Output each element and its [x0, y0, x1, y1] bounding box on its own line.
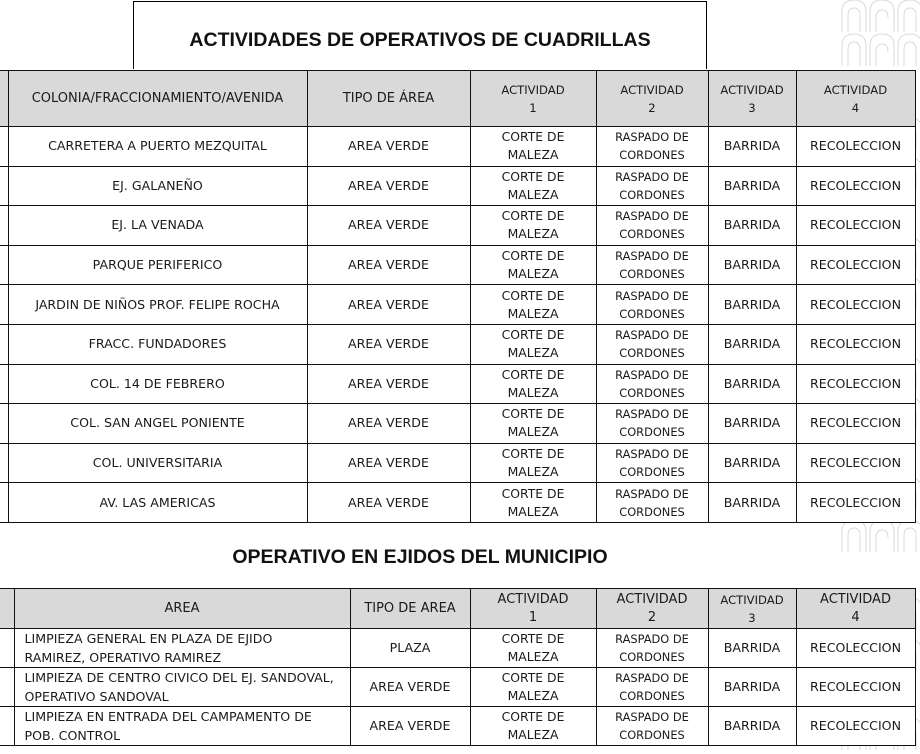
- tipo-area-cell: [307, 483, 470, 523]
- actividad-1-cell: [470, 443, 596, 483]
- actividad-3-cell-text: BARRIDA: [723, 257, 781, 273]
- actividad-1-cell: [470, 707, 596, 746]
- colonia-cell: [8, 166, 307, 206]
- tipo-area-cell: [307, 166, 470, 206]
- tipo-area-cell: [307, 404, 470, 444]
- tipo-area-cell-text: AREA VERDE: [348, 217, 429, 233]
- actividad-3-cell-text: BARRIDA: [723, 494, 781, 510]
- row-stub: [0, 166, 8, 206]
- actividad-4-cell: [796, 166, 915, 206]
- actividad-1-cell: [470, 629, 596, 668]
- colonia-cell-text: JARDIN DE NIÑOS PROF. FELIPE ROCHA: [35, 296, 280, 312]
- actividad-1-cell-text: MALEZA: [507, 226, 559, 242]
- actividad-4-cell: [796, 364, 915, 404]
- section-title-ejidos: OPERATIVO EN EJIDOS DEL MUNICIPIO: [232, 546, 608, 568]
- table-row: [0, 707, 915, 746]
- actividad-2-cell-text: RASPADO DE: [615, 249, 689, 264]
- area-cell-text: LIMPIEZA GENERAL EN PLAZA DE EJIDO: [24, 631, 273, 646]
- actividad-4-cell-text: RECOLECCION: [809, 336, 902, 352]
- tipo-area-cell-text: AREA VERDE: [348, 494, 429, 510]
- actividad-2-cell-text: RASPADO DE: [615, 407, 689, 422]
- colonia-cell: [8, 127, 307, 167]
- actividad-4-cell: [796, 206, 915, 246]
- ejidos-activities-table: [0, 588, 916, 746]
- actividad-1-cell: [470, 404, 596, 444]
- actividad-4-cell: [796, 127, 915, 167]
- colonia-cell: [8, 364, 307, 404]
- actividad-1-cell-text: MALEZA: [507, 305, 559, 321]
- actividad-4-cell: [796, 285, 915, 325]
- colonia-cell-text: FRACC. FUNDADORES: [88, 336, 227, 352]
- actividad-2-cell: [596, 668, 708, 707]
- tipo-area-cell-text: AREA VERDE: [348, 455, 429, 471]
- header-tipo-area: TIPO DE ÁREA: [307, 71, 470, 127]
- actividad-3-cell-text: BARRIDA: [723, 415, 781, 431]
- actividad-4-cell-text: RECOLECCION: [809, 679, 902, 694]
- actividad-2-cell-text: RASPADO DE: [615, 486, 689, 501]
- actividad-2-cell-text: CORDONES: [619, 728, 685, 742]
- table-row: [0, 127, 915, 167]
- colonia-cell-text: EJ. GALANEÑO: [112, 177, 203, 193]
- actividad-2-cell: [596, 206, 708, 246]
- actividad-2-cell: [596, 245, 708, 285]
- actividad-3-cell: [708, 324, 796, 364]
- area-cell-text: LIMPIEZA DE CENTRO CIVICO DEL EJ. SANDOVAL,: [24, 670, 334, 685]
- actividad-3-cell: [708, 166, 796, 206]
- header-number: 3: [748, 610, 756, 625]
- row-stub: [0, 707, 14, 746]
- actividad-1-cell-text: MALEZA: [507, 345, 559, 361]
- actividad-3-cell: [708, 404, 796, 444]
- actividad-2-cell-text: RASPADO DE: [615, 209, 689, 224]
- tipo-area-cell-text: AREA VERDE: [348, 296, 429, 312]
- actividad-2-cell-text: CORDONES: [619, 306, 685, 321]
- actividad-3-cell-text: BARRIDA: [723, 217, 781, 233]
- actividad-2-cell-text: RASPADO DE: [615, 288, 689, 303]
- actividad-1-cell-text: CORTE DE: [501, 366, 565, 382]
- actividad-1-cell-text: MALEZA: [507, 424, 559, 440]
- actividad-2-cell-text: CORDONES: [619, 689, 685, 703]
- actividad-2-cell: [596, 707, 708, 746]
- tipo-area-cell: [307, 364, 470, 404]
- header-area: AREA: [14, 589, 350, 629]
- actividad-2-cell-text: RASPADO DE: [615, 169, 689, 184]
- header-label: ACTIVIDAD: [620, 82, 684, 97]
- header-actividad-2: [596, 589, 708, 629]
- header-stub: [0, 71, 8, 127]
- actividad-3-cell: [708, 285, 796, 325]
- tipo-area-cell: [307, 127, 470, 167]
- tipo-area-cell-text: AREA VERDE: [348, 177, 429, 193]
- header-label: ACTIVIDAD: [820, 591, 891, 607]
- header-actividad-3: [708, 71, 796, 127]
- actividad-3-cell: [708, 483, 796, 523]
- header-number: 3: [748, 100, 756, 115]
- actividad-2-cell-text: RASPADO DE: [615, 710, 689, 724]
- table-row: [0, 166, 915, 206]
- actividad-3-cell-text: BARRIDA: [723, 336, 781, 352]
- actividad-1-cell-text: CORTE DE: [501, 446, 565, 462]
- colonia-cell: [8, 245, 307, 285]
- actividad-1-cell: [470, 127, 596, 167]
- tipo-area-cell: [307, 324, 470, 364]
- actividad-2-cell: [596, 127, 708, 167]
- actividad-4-cell: [796, 668, 915, 707]
- actividad-1-cell-text: MALEZA: [507, 147, 559, 163]
- actividad-2-cell-text: CORDONES: [619, 267, 685, 282]
- row-stub: [0, 206, 8, 246]
- actividad-1-cell-text: MALEZA: [507, 688, 559, 703]
- tipo-area-cell-text: AREA VERDE: [348, 257, 429, 273]
- tipo-area-cell-text: AREA VERDE: [348, 138, 429, 154]
- actividad-2-cell-text: RASPADO DE: [615, 632, 689, 646]
- actividad-3-cell-text: BARRIDA: [723, 296, 781, 312]
- actividad-1-cell-text: CORTE DE: [501, 327, 565, 343]
- table-header-row: [0, 71, 915, 127]
- table-row: [0, 206, 915, 246]
- actividad-3-cell: [708, 668, 796, 707]
- actividad-1-cell-text: CORTE DE: [501, 670, 565, 685]
- actividad-1-cell-text: CORTE DE: [501, 631, 565, 646]
- document-title: ACTIVIDADES DE OPERATIVOS DE CUADRILLAS: [189, 29, 651, 51]
- actividad-4-cell: [796, 443, 915, 483]
- actividad-1-cell-text: MALEZA: [507, 727, 559, 742]
- actividad-3-cell: [708, 443, 796, 483]
- header-label: ACTIVIDAD: [823, 82, 888, 97]
- actividad-1-cell: [470, 166, 596, 206]
- tipo-area-cell-text: PLAZA: [389, 640, 431, 655]
- actividad-1-cell-text: MALEZA: [507, 503, 559, 519]
- header-label: ACTIVIDAD: [720, 82, 784, 97]
- colonia-cell: [8, 483, 307, 523]
- tipo-area-cell-text: AREA VERDE: [348, 415, 429, 431]
- actividad-2-cell-text: CORDONES: [619, 425, 685, 440]
- actividad-3-cell-text: BARRIDA: [723, 375, 781, 391]
- colonia-cell-text: COL. SAN ANGEL PONIENTE: [70, 415, 245, 431]
- row-stub: [0, 443, 8, 483]
- row-stub: [0, 629, 14, 668]
- actividad-3-cell: [708, 245, 796, 285]
- tipo-area-cell: [307, 245, 470, 285]
- colonia-cell-text: AV. LAS AMERICAS: [99, 494, 216, 510]
- tipo-area-cell: [350, 629, 470, 668]
- table-row: [0, 668, 915, 707]
- actividad-1-cell-text: CORTE DE: [501, 406, 565, 422]
- actividad-4-cell-text: RECOLECCION: [809, 415, 902, 431]
- table-row: [0, 245, 915, 285]
- header-actividad-4: [796, 71, 915, 127]
- actividad-2-cell-text: CORDONES: [619, 650, 685, 664]
- actividad-2-cell-text: RASPADO DE: [615, 328, 689, 343]
- header-actividad-4: [796, 589, 915, 629]
- actividad-1-cell: [470, 483, 596, 523]
- row-stub: [0, 483, 8, 523]
- header-number: 1: [529, 100, 537, 115]
- colonia-cell-text: EJ. LA VENADA: [111, 217, 204, 233]
- actividad-2-cell: [596, 404, 708, 444]
- actividad-3-cell-text: BARRIDA: [723, 455, 781, 471]
- header-colonia: COLONIA/FRACCIONAMIENTO/AVENIDA: [8, 71, 307, 127]
- cuadrillas-activities-table: [0, 70, 916, 523]
- colonia-cell-text: COL. 14 DE FEBRERO: [90, 375, 225, 391]
- colonia-cell-text: COL. UNIVERSITARIA: [92, 455, 223, 471]
- actividad-1-cell-text: CORTE DE: [501, 485, 565, 501]
- actividad-3-cell: [708, 364, 796, 404]
- actividad-1-cell: [470, 324, 596, 364]
- tipo-area-cell: [307, 443, 470, 483]
- actividad-3-cell: [708, 629, 796, 668]
- header-number: 4: [851, 100, 860, 115]
- actividad-3-cell: [708, 707, 796, 746]
- actividad-4-cell: [796, 404, 915, 444]
- area-cell-text: OPERATIVO SANDOVAL: [24, 689, 169, 704]
- table-header-row: [0, 589, 915, 629]
- tipo-area-cell: [350, 707, 470, 746]
- row-stub: [0, 285, 8, 325]
- header-label: ACTIVIDAD: [616, 591, 688, 607]
- actividad-2-cell: [596, 364, 708, 404]
- area-cell-text: LIMPIEZA EN ENTRADA DEL CAMPAMENTO DE: [24, 709, 312, 724]
- actividad-3-cell: [708, 206, 796, 246]
- actividad-1-cell-text: CORTE DE: [501, 168, 565, 184]
- header-label: ACTIVIDAD: [501, 82, 565, 97]
- row-stub: [0, 668, 14, 707]
- tipo-area-cell-text: AREA VERDE: [348, 336, 429, 352]
- actividad-2-cell: [596, 166, 708, 206]
- row-stub: [0, 127, 8, 167]
- header-actividad-3: [708, 589, 796, 629]
- table-row: [0, 443, 915, 483]
- actividad-1-cell-text: MALEZA: [507, 464, 559, 480]
- actividad-1-cell-text: CORTE DE: [501, 709, 565, 724]
- actividad-4-cell-text: RECOLECCION: [809, 375, 902, 391]
- actividad-1-cell-text: CORTE DE: [501, 248, 565, 264]
- actividad-1-cell-text: MALEZA: [507, 186, 559, 202]
- actividad-3-cell-text: BARRIDA: [723, 177, 781, 193]
- actividad-2-cell-text: CORDONES: [619, 504, 685, 519]
- actividad-3-cell: [708, 127, 796, 167]
- header-actividad-2: [596, 71, 708, 127]
- actividad-4-cell-text: RECOLECCION: [809, 455, 902, 471]
- header-label: ACTIVIDAD: [720, 592, 784, 607]
- actividad-2-cell: [596, 285, 708, 325]
- area-cell: [14, 707, 350, 746]
- row-stub: [0, 404, 8, 444]
- header-actividad-1: [470, 589, 596, 629]
- actividad-2-cell-text: RASPADO DE: [615, 367, 689, 382]
- colonia-cell: [8, 206, 307, 246]
- header-number: 1: [528, 609, 538, 625]
- actividad-1-cell-text: CORTE DE: [501, 208, 565, 224]
- area-cell: [14, 629, 350, 668]
- actividad-4-cell: [796, 245, 915, 285]
- colonia-cell: [8, 285, 307, 325]
- actividad-4-cell-text: RECOLECCION: [809, 177, 902, 193]
- table-row: [0, 364, 915, 404]
- colonia-cell-text: CARRETERA A PUERTO MEZQUITAL: [48, 138, 267, 154]
- header-number: 2: [647, 609, 657, 625]
- header-label: ACTIVIDAD: [497, 591, 569, 607]
- actividad-1-cell: [470, 245, 596, 285]
- table-row: [0, 285, 915, 325]
- colonia-cell: [8, 443, 307, 483]
- actividad-1-cell-text: MALEZA: [507, 266, 559, 282]
- colonia-cell-text: PARQUE PERIFERICO: [92, 257, 223, 273]
- actividad-2-cell-text: CORDONES: [619, 227, 685, 242]
- actividad-2-cell: [596, 483, 708, 523]
- actividad-4-cell-text: RECOLECCION: [809, 138, 902, 154]
- actividad-2-cell-text: CORDONES: [619, 148, 685, 163]
- header-number: 2: [648, 100, 656, 115]
- actividad-4-cell-text: RECOLECCION: [809, 296, 902, 312]
- actividad-2-cell-text: CORDONES: [619, 465, 685, 480]
- header-tipo-area: TIPO DE AREA: [350, 589, 470, 629]
- area-cell: [14, 668, 350, 707]
- actividad-2-cell-text: RASPADO DE: [615, 447, 689, 462]
- table-row: [0, 629, 915, 668]
- actividad-4-cell-text: RECOLECCION: [809, 217, 902, 233]
- actividad-2-cell-text: RASPADO DE: [615, 130, 689, 145]
- actividad-1-cell: [470, 206, 596, 246]
- actividad-1-cell: [470, 364, 596, 404]
- actividad-1-cell-text: MALEZA: [507, 384, 559, 400]
- header-stub: [0, 589, 14, 629]
- actividad-4-cell: [796, 629, 915, 668]
- actividad-4-cell-text: RECOLECCION: [809, 494, 902, 510]
- actividad-4-cell-text: RECOLECCION: [809, 257, 902, 273]
- tipo-area-cell: [350, 668, 470, 707]
- title-box: [133, 1, 707, 69]
- colonia-cell: [8, 404, 307, 444]
- row-stub: [0, 364, 8, 404]
- actividad-2-cell-text: CORDONES: [619, 346, 685, 361]
- actividad-2-cell-text: CORDONES: [619, 187, 685, 202]
- actividad-3-cell-text: BARRIDA: [723, 138, 781, 154]
- table-row: [0, 483, 915, 523]
- table-row: [0, 404, 915, 444]
- actividad-4-cell-text: RECOLECCION: [809, 718, 902, 733]
- actividad-1-cell-text: MALEZA: [507, 649, 559, 664]
- actividad-4-cell: [796, 324, 915, 364]
- actividad-1-cell-text: CORTE DE: [501, 287, 565, 303]
- actividad-2-cell: [596, 443, 708, 483]
- actividad-2-cell-text: RASPADO DE: [615, 671, 689, 685]
- actividad-1-cell-text: CORTE DE: [501, 129, 565, 145]
- tipo-area-cell-text: AREA VERDE: [369, 718, 451, 733]
- tipo-area-cell: [307, 206, 470, 246]
- actividad-4-cell-text: RECOLECCION: [809, 640, 902, 655]
- actividad-3-cell-text: BARRIDA: [723, 679, 781, 694]
- actividad-2-cell: [596, 629, 708, 668]
- header-number: 4: [851, 609, 860, 625]
- area-cell-text: POB. CONTROL: [24, 728, 121, 743]
- actividad-4-cell: [796, 483, 915, 523]
- actividad-4-cell: [796, 707, 915, 746]
- row-stub: [0, 245, 8, 285]
- tipo-area-cell-text: AREA VERDE: [348, 375, 429, 391]
- tipo-area-cell-text: AREA VERDE: [369, 679, 451, 694]
- actividad-1-cell: [470, 285, 596, 325]
- actividad-2-cell: [596, 324, 708, 364]
- colonia-cell: [8, 324, 307, 364]
- header-actividad-1: [470, 71, 596, 127]
- table-row: [0, 324, 915, 364]
- actividad-1-cell: [470, 668, 596, 707]
- actividad-2-cell-text: CORDONES: [619, 385, 685, 400]
- actividad-3-cell-text: BARRIDA: [723, 640, 781, 655]
- row-stub: [0, 324, 8, 364]
- actividad-3-cell-text: BARRIDA: [723, 718, 781, 733]
- tipo-area-cell: [307, 285, 470, 325]
- area-cell-text: RAMIREZ, OPERATIVO RAMIREZ: [24, 650, 222, 665]
